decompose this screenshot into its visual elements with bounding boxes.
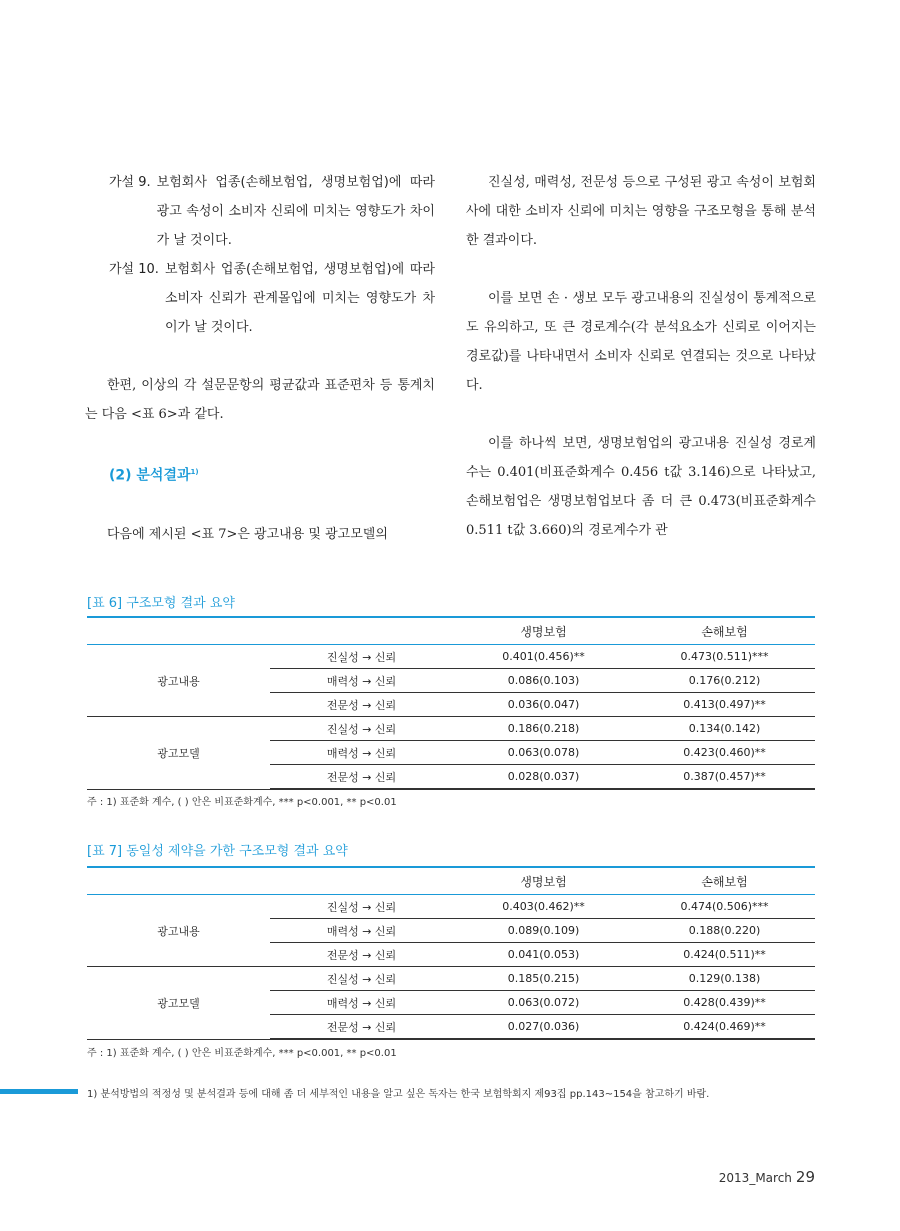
life-value-cell: 0.036(0.047) bbox=[453, 693, 634, 717]
table-row bbox=[87, 717, 815, 741]
table7-header-nonlife: 손해보험 bbox=[634, 867, 815, 895]
hypothesis-10-label: 가설 10. bbox=[109, 262, 159, 277]
hypothesis-9-text: 보험회사 업종(손해보험업, 생명보험업)에 따라 광고 속성이 소비자 신뢰에 미치는 영향도가 차이가 날 것이다. bbox=[156, 175, 435, 248]
table6-header-nonlife: 손해보험 bbox=[634, 617, 815, 645]
right-column bbox=[466, 168, 816, 545]
life-value-cell: 0.401(0.456)** bbox=[453, 645, 634, 669]
path-cell: 매력성 → 신뢰 bbox=[270, 669, 453, 693]
section-heading-text: (2) 분석결과 bbox=[109, 467, 191, 484]
left-column bbox=[85, 168, 435, 549]
path-cell: 전문성 → 신뢰 bbox=[270, 943, 453, 967]
table7 bbox=[87, 866, 815, 1040]
nonlife-value-cell: 0.423(0.460)** bbox=[634, 741, 815, 765]
life-value-cell: 0.063(0.072) bbox=[453, 991, 634, 1015]
group-label: 광고내용 bbox=[87, 895, 270, 967]
path-cell: 진실성 → 신뢰 bbox=[270, 895, 453, 919]
table-row bbox=[87, 895, 815, 919]
hypothesis-9 bbox=[85, 168, 435, 255]
nonlife-value-cell: 0.474(0.506)*** bbox=[634, 895, 815, 919]
table6-header-life: 생명보험 bbox=[453, 617, 634, 645]
table6-body bbox=[87, 645, 815, 790]
path-cell: 매력성 → 신뢰 bbox=[270, 919, 453, 943]
nonlife-value-cell: 0.188(0.220) bbox=[634, 919, 815, 943]
section-footnote-mark: 1) bbox=[190, 468, 199, 476]
path-cell: 전문성 → 신뢰 bbox=[270, 693, 453, 717]
life-value-cell: 0.086(0.103) bbox=[453, 669, 634, 693]
nonlife-value-cell: 0.473(0.511)*** bbox=[634, 645, 815, 669]
life-value-cell: 0.028(0.037) bbox=[453, 765, 634, 790]
life-value-cell: 0.063(0.078) bbox=[453, 741, 634, 765]
life-value-cell: 0.185(0.215) bbox=[453, 967, 634, 991]
nonlife-value-cell: 0.129(0.138) bbox=[634, 967, 815, 991]
table-row bbox=[87, 645, 815, 669]
path-cell: 전문성 → 신뢰 bbox=[270, 1015, 453, 1040]
life-value-cell: 0.041(0.053) bbox=[453, 943, 634, 967]
table6-title: [표 6] 구조모형 결과 요약 bbox=[87, 596, 235, 611]
left-paragraph-stats: 한편, 이상의 각 설문문항의 평균값과 표준편차 등 통계치는 다음 <표 6>과 같다. bbox=[85, 378, 435, 422]
table6-note: 주 : 1) 표준화 계수, ( ) 안은 비표준화계수, *** p<0.001, ** p<0.01 bbox=[87, 797, 397, 808]
hypothesis-10-text: 보험회사 업종(손해보험업, 생명보험업)에 따라 소비자 신뢰가 관계몰입에 미치는 영향도가 차이가 날 것이다. bbox=[164, 262, 435, 335]
group-label: 광고모델 bbox=[87, 717, 270, 790]
nonlife-value-cell: 0.428(0.439)** bbox=[634, 991, 815, 1015]
hypothesis-10 bbox=[85, 255, 435, 342]
life-value-cell: 0.089(0.109) bbox=[453, 919, 634, 943]
nonlife-value-cell: 0.134(0.142) bbox=[634, 717, 815, 741]
section-heading bbox=[85, 458, 435, 491]
right-paragraph-1: 진실성, 매력성, 전문성 등으로 구성된 광고 속성이 보험회사에 대한 소비자 신뢰에 미치는 영향을 구조모형을 통해 분석한 결과이다. bbox=[466, 175, 816, 248]
path-cell: 진실성 → 신뢰 bbox=[270, 645, 453, 669]
table7-title: [표 7] 동일성 제약을 가한 구조모형 결과 요약 bbox=[87, 844, 348, 859]
group-label: 광고모델 bbox=[87, 967, 270, 1040]
group-label: 광고내용 bbox=[87, 645, 270, 717]
nonlife-value-cell: 0.424(0.511)** bbox=[634, 943, 815, 967]
path-cell: 진실성 → 신뢰 bbox=[270, 717, 453, 741]
table7-header-blank bbox=[87, 867, 453, 895]
nonlife-value-cell: 0.387(0.457)** bbox=[634, 765, 815, 790]
table7-header-life: 생명보험 bbox=[453, 867, 634, 895]
right-paragraph-3: 이를 하나씩 보면, 생명보험업의 광고내용 진실성 경로계수는 0.401(비표준화계수 0.456 t값 3.146)으로 나타났고, 손해보험업은 생명보험업보다 좀 더 큰 0.473(비표준화계수 0.511 t값 3.660)의 경로계수가 관 bbox=[466, 436, 816, 538]
table7-body bbox=[87, 895, 815, 1040]
path-cell: 매력성 → 신뢰 bbox=[270, 991, 453, 1015]
right-paragraph-2: 이를 보면 손 · 생보 모두 광고내용의 진실성이 통계적으로도 유의하고, 또 큰 경로계수(각 분석요소가 신뢰로 이어지는 경로값)를 나타내면서 소비자 신뢰로 연결되는 것으로 나타났다. bbox=[466, 291, 816, 393]
page-issue: 2013_March bbox=[718, 1171, 792, 1185]
nonlife-value-cell: 0.413(0.497)** bbox=[634, 693, 815, 717]
path-cell: 매력성 → 신뢰 bbox=[270, 741, 453, 765]
footnote-accent-bar bbox=[0, 1089, 78, 1094]
left-paragraph-table7: 다음에 제시된 <표 7>은 광고내용 및 광고모델의 bbox=[107, 526, 388, 542]
footnote: 1) 분석방법의 적정성 및 분석결과 등에 대해 좀 더 세부적인 내용을 알고 싶은 독자는 한국 보험학회지 제93집 pp.143~154을 참고하기 바람. bbox=[87, 1089, 710, 1100]
table6 bbox=[87, 616, 815, 790]
nonlife-value-cell: 0.424(0.469)** bbox=[634, 1015, 815, 1040]
life-value-cell: 0.186(0.218) bbox=[453, 717, 634, 741]
table7-note: 주 : 1) 표준화 계수, ( ) 안은 비표준화계수, *** p<0.001, ** p<0.01 bbox=[87, 1048, 397, 1059]
table-row bbox=[87, 967, 815, 991]
path-cell: 전문성 → 신뢰 bbox=[270, 765, 453, 790]
hypothesis-9-label: 가설 9. bbox=[109, 175, 151, 190]
life-value-cell: 0.027(0.036) bbox=[453, 1015, 634, 1040]
table6-header-blank bbox=[87, 617, 453, 645]
life-value-cell: 0.403(0.462)** bbox=[453, 895, 634, 919]
page-number bbox=[719, 1168, 815, 1186]
path-cell: 진실성 → 신뢰 bbox=[270, 967, 453, 991]
nonlife-value-cell: 0.176(0.212) bbox=[634, 669, 815, 693]
page-number-value: 29 bbox=[795, 1168, 815, 1186]
